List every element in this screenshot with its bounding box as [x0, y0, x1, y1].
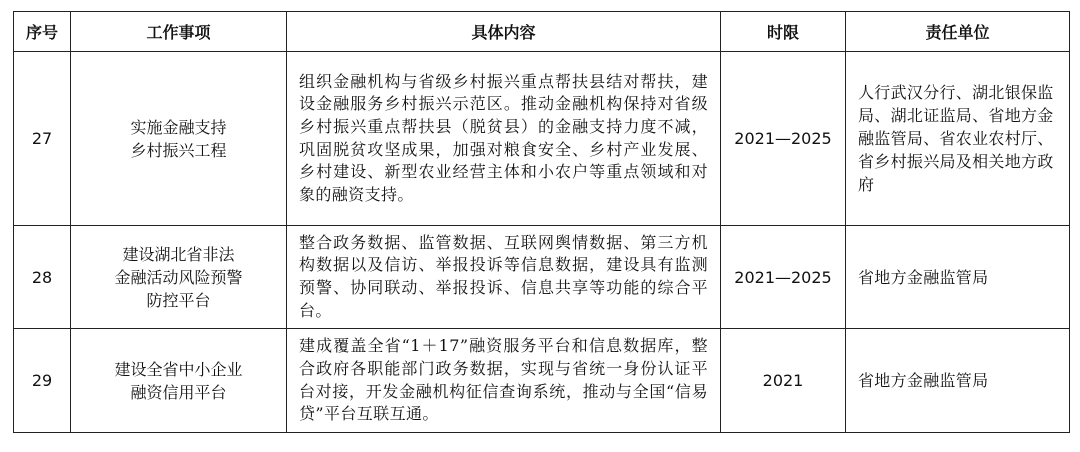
header-content: 具体内容	[287, 12, 721, 52]
page-container	[13, 11, 1070, 433]
header-responsible-unit: 责任单位	[846, 12, 1070, 52]
row-responsible-unit: 省地方金融监管局	[846, 329, 1070, 433]
table-row	[14, 52, 1070, 226]
table-row	[14, 226, 1070, 329]
row-number: 28	[14, 226, 71, 329]
row-number: 29	[14, 329, 71, 433]
row-content: 整合政务数据、监管数据、互联网舆情数据、第三方机构数据以及信访、举报投诉等信息数据，建设具有监测预警、协同联动、举报投诉、信息共享等功能的综合平台。	[287, 226, 721, 329]
row-time-limit: 2021—2025	[721, 52, 846, 226]
work-items-table	[13, 11, 1070, 433]
table-body	[14, 52, 1070, 433]
row-work-item: 实施金融支持 乡村振兴工程	[71, 52, 287, 226]
table-row	[14, 329, 1070, 433]
row-responsible-unit: 省地方金融监管局	[846, 226, 1070, 329]
row-work-item: 建设湖北省非法 金融活动风险预警 防控平台	[71, 226, 287, 329]
table-header	[14, 12, 1070, 52]
header-time-limit: 时限	[721, 12, 846, 52]
header-serial-number: 序号	[14, 12, 71, 52]
row-content: 组织金融机构与省级乡村振兴重点帮扶县结对帮扶，建设金融服务乡村振兴示范区。推动金融机构保持对省级乡村振兴重点帮扶县（脱贫县）的金融支持力度不减，巩固脱贫攻坚成果，加强对粮食安全、乡村产业发展、乡村建设、新型农业经营主体和小农户等重点领域和对象的融资支持。	[287, 52, 721, 226]
row-time-limit: 2021—2025	[721, 226, 846, 329]
header-row	[14, 12, 1070, 52]
row-work-item: 建设全省中小企业 融资信用平台	[71, 329, 287, 433]
row-responsible-unit: 人行武汉分行、湖北银保监局、湖北证监局、省地方金融监管局、省农业农村厅、省乡村振兴局及相关地方政府	[846, 52, 1070, 226]
row-number: 27	[14, 52, 71, 226]
header-work-item: 工作事项	[71, 12, 287, 52]
row-content: 建成覆盖全省“1＋17”融资服务平台和信息数据库，整合政府各职能部门政务数据，实现与省统一身份认证平台对接，开发金融机构征信查询系统，推动与全国“信易贷”平台互联互通。	[287, 329, 721, 433]
row-time-limit: 2021	[721, 329, 846, 433]
